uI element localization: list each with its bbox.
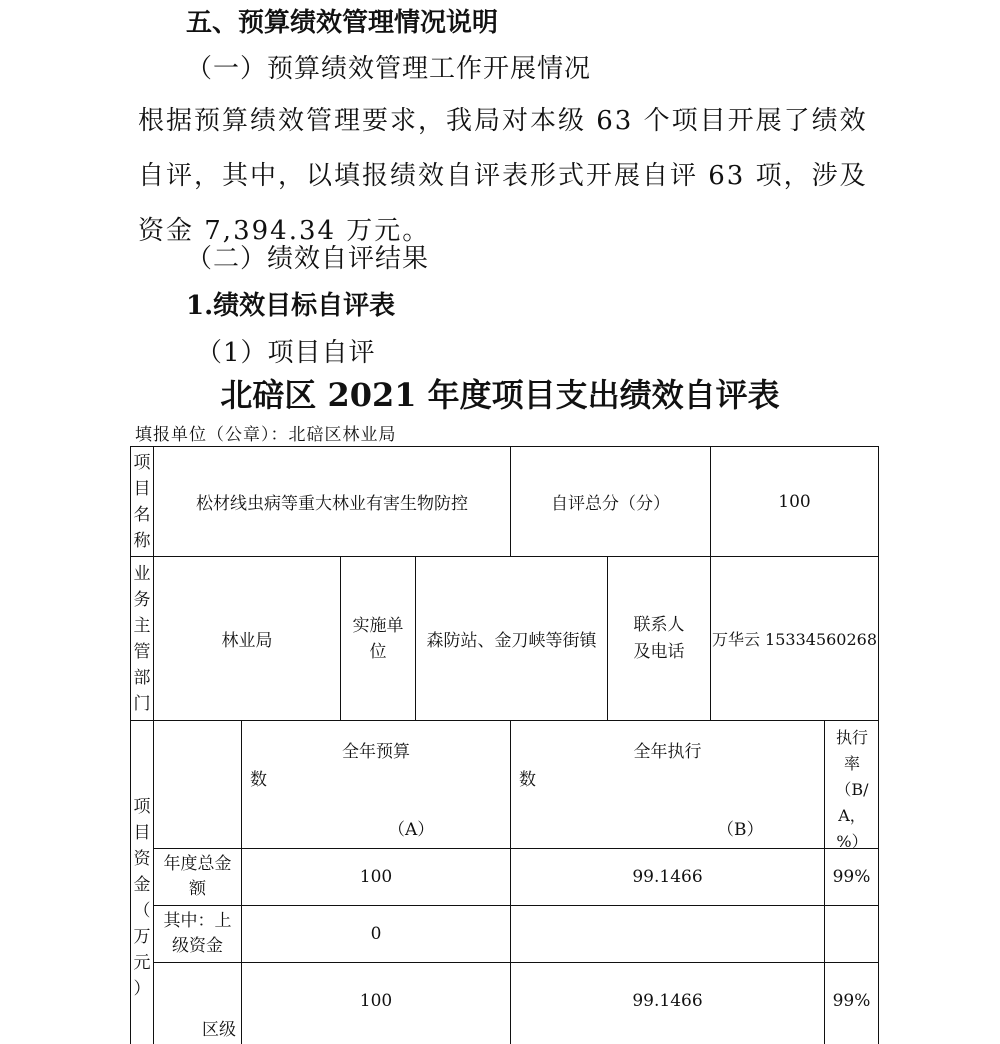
- col-budget-header: [242, 721, 510, 848]
- col-b-line3: （B）: [717, 820, 764, 840]
- subheading-results: （二）绩效自评结果: [186, 244, 430, 274]
- label-impl: 实施单位: [352, 615, 404, 662]
- row2-exec: [511, 906, 824, 962]
- row2-label: 其中：上级资金: [163, 911, 232, 956]
- col-b-line2: 数: [519, 770, 536, 790]
- row3-budget: 100: [359, 991, 393, 1011]
- row1-rate: 99%: [832, 867, 871, 887]
- body-paragraph: 根据预算绩效管理要求，我局对本级 63 个项目开展了绩效自评，其中，以填报绩效自评表形式开展自评 63 项，涉及资金 7,394.34 万元。: [138, 106, 868, 246]
- col-a-line2: 数: [250, 770, 267, 790]
- label-score: 自评总分（分）: [551, 494, 670, 514]
- subheading-project-eval: （1）项目自评: [196, 338, 376, 368]
- col-rate-header: 执行率（B/A，%）: [835, 728, 869, 851]
- row3-label: 区级: [202, 1020, 236, 1040]
- col-exec-header: [511, 721, 824, 848]
- label-project-name: 项 目 名 称: [133, 452, 151, 551]
- subheading-work: （一）预算绩效管理工作开展情况: [186, 54, 592, 84]
- fill-unit: 填报单位（公章）：北碚区林业局: [135, 425, 397, 445]
- label-funds: 项 目 资 金 （ 万 元 ）: [133, 796, 151, 999]
- project-name: 松材线虫病等重大林业有害生物防控: [196, 494, 468, 514]
- section-heading: 五、预算绩效管理情况说明: [186, 8, 499, 38]
- col-a-line3: （A）: [388, 820, 435, 840]
- row1-budget: 100: [359, 867, 393, 887]
- subheading-target-table: 1.绩效目标自评表: [186, 291, 396, 321]
- table-title: 北碚区 2021 年度项目支出绩效自评表: [220, 376, 780, 414]
- label-dept: 业 务 主 管 部 门: [133, 563, 151, 714]
- col-b-line1: 全年执行: [633, 742, 702, 762]
- row2-budget: 0: [370, 924, 382, 944]
- row3-exec: 99.1466: [632, 991, 703, 1011]
- row3-rate: 99%: [832, 991, 871, 1011]
- row1-exec: 99.1466: [632, 867, 703, 887]
- impl-value: 森防站、金刀峡等街镇: [426, 631, 597, 651]
- score-value: 100: [778, 491, 811, 512]
- dept-value: 林业局: [221, 631, 273, 651]
- row2-rate: [825, 906, 878, 962]
- label-contact: 联系人及电话: [633, 614, 685, 662]
- contact-value: 万华云 15334560268: [711, 630, 878, 649]
- col-a-line1: 全年预算: [342, 742, 410, 762]
- row3-label-cell: [154, 963, 241, 1044]
- row1-label: 年度总金额: [163, 854, 232, 899]
